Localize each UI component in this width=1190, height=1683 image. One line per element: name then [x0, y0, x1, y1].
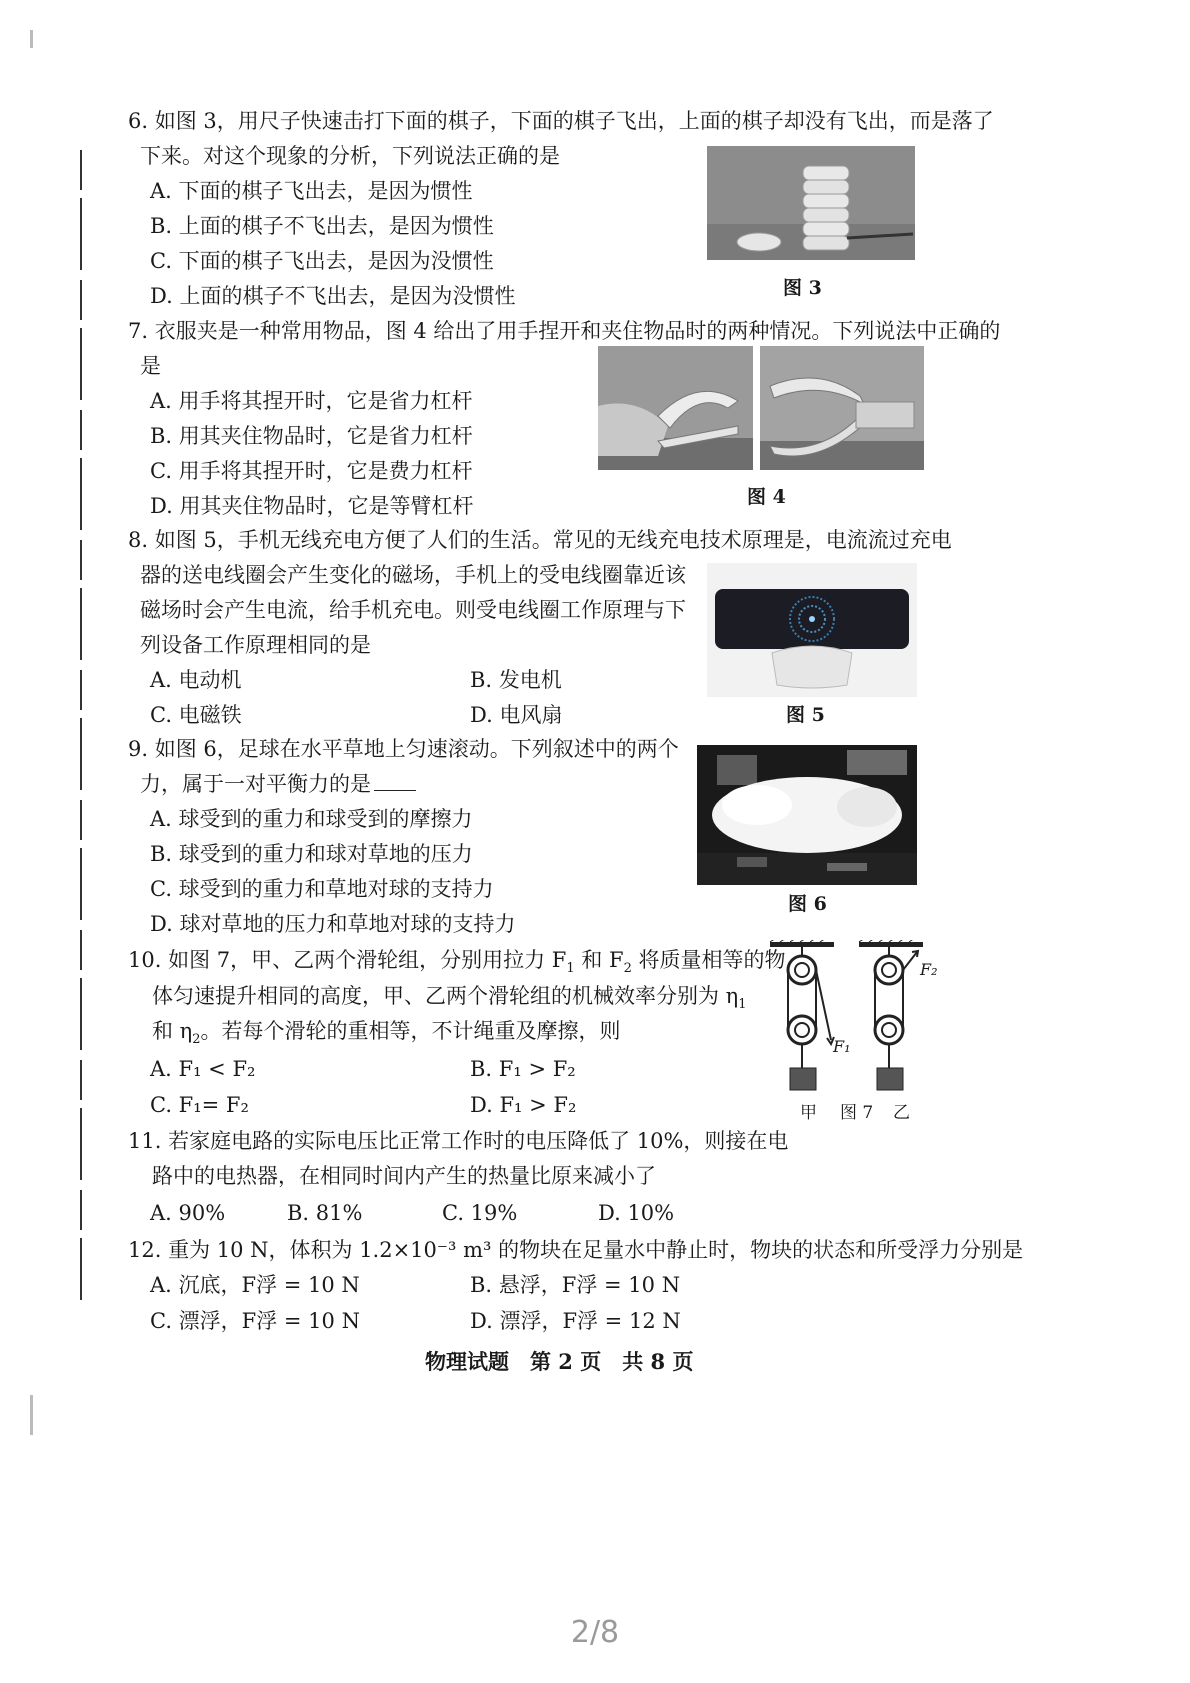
q6-option-c: C. 下面的棋子飞出去，是因为没惯性: [150, 249, 494, 273]
figure-7-f2-label: F₂: [920, 960, 938, 979]
q8-stem-line-3: 磁场时会产生电流，给手机充电。则受电线圈工作原理与下: [140, 598, 686, 622]
figure-4-clip-holding-object-photo: [760, 346, 924, 470]
q11-option-d: D. 10%: [598, 1201, 675, 1225]
q10-stem-line-3: [152, 1017, 621, 1054]
q9-stem-line-2: [140, 770, 416, 798]
q7-option-c: C. 用手将其捏开时，它是费力杠杆: [150, 459, 473, 483]
q10-subscript-2: 2: [623, 961, 632, 977]
figure-6-football-on-grass-photo: [697, 745, 917, 885]
q10-stem-text-c: 将质量相等的物: [638, 948, 786, 972]
q11-stem-line-2: 路中的电热器，在相同时间内产生的热量比原来减小了: [152, 1164, 656, 1188]
q8-option-c: C. 电磁铁: [150, 703, 242, 727]
q11-option-b: B. 81%: [287, 1201, 363, 1225]
page-indicator: 2/8: [570, 1615, 620, 1650]
q7-option-d: D. 用其夹住物品时，它是等臂杠杆: [150, 494, 474, 518]
scan-edge-mark: [30, 30, 33, 48]
binding-margin-line: [80, 150, 82, 1300]
q12-option-a: A. 沉底，F浮 = 10 N: [150, 1273, 360, 1297]
figure-7-pulley-systems-diagram: [765, 940, 935, 1100]
page-footer: 物理试题 第 2 页 共 8 页: [425, 1349, 694, 1374]
figure-5-wireless-charging-photo: [707, 563, 917, 697]
q10-stem-text-2: 体匀速提升相同的高度，甲、乙两个滑轮组的机械效率分别为 η: [152, 984, 739, 1008]
q10-stem-line-2: [152, 982, 747, 1019]
q9-option-d: D. 球对草地的压力和草地对球的支持力: [150, 912, 516, 936]
q9-option-b: B. 球受到的重力和球对草地的压力: [150, 842, 473, 866]
q12-stem: 12. 重为 10 N，体积为 1.2×10⁻³ m³ 的物块在足量水中静止时，物块的状态和所受浮力分别是: [128, 1238, 1024, 1262]
q10-eta-subscript-2: 2: [192, 1032, 201, 1048]
q6-option-b: B. 上面的棋子不飞出去，是因为惯性: [150, 214, 494, 238]
q8-stem-line-1: 8. 如图 5，手机无线充电方便了人们的生活。常见的无线充电技术原理是，电流流过充电: [128, 528, 952, 552]
q11-stem-line-1: 11. 若家庭电路的实际电压比正常工作时的电压降低了 10%，则接在电: [128, 1129, 789, 1153]
q8-option-d: D. 电风扇: [470, 703, 563, 727]
q9-answer-blank: [374, 772, 416, 791]
q7-option-b: B. 用其夹住物品时，它是省力杠杆: [150, 424, 473, 448]
q9-option-a: A. 球受到的重力和球受到的摩擦力: [150, 807, 473, 831]
q8-stem-line-2: 器的送电线圈会产生变化的磁场，手机上的受电线圈靠近该: [140, 563, 686, 587]
q8-option-a: A. 电动机: [150, 668, 242, 692]
figure-3-checkers-photo: [707, 146, 915, 260]
scan-edge-mark: [30, 1395, 33, 1435]
q6-stem-line-1: 6. 如图 3，用尺子快速击打下面的棋子，下面的棋子飞出，上面的棋子却没有飞出，而是落了: [128, 109, 994, 133]
q12-option-d: D. 漂浮，F浮 = 12 N: [470, 1309, 681, 1333]
figure-4-hand-opening-clip-photo: [598, 346, 753, 470]
figure-6-caption: 图 6: [788, 893, 827, 915]
figure-3-caption: 图 3: [783, 277, 822, 299]
q8-stem-line-4: 列设备工作原理相同的是: [140, 633, 371, 657]
pulley-system-yi: [859, 940, 923, 1090]
q7-stem-line-2: 是: [140, 354, 161, 378]
q12-option-b: B. 悬浮，F浮 = 10 N: [470, 1273, 681, 1297]
q10-stem-text-b: 和 F: [581, 948, 624, 972]
q12-option-c: C. 漂浮，F浮 = 10 N: [150, 1309, 360, 1333]
q10-stem-text-a: 10. 如图 7，甲、乙两个滑轮组，分别用拉力 F: [128, 948, 567, 972]
q10-eta-subscript-1: 1: [738, 997, 747, 1013]
q10-option-d: D. F₁ > F₂: [470, 1093, 577, 1117]
q10-stem-text-3b: 。若每个滑轮的重相等，不计绳重及摩擦，则: [200, 1019, 621, 1043]
q11-option-c: C. 19%: [442, 1201, 518, 1225]
q10-option-b: B. F₁ > F₂: [470, 1057, 576, 1081]
q10-subscript-1: 1: [566, 961, 575, 977]
q9-option-c: C. 球受到的重力和草地对球的支持力: [150, 877, 494, 901]
q11-option-a: A. 90%: [150, 1201, 226, 1225]
q9-stem-line-1: 9. 如图 6，足球在水平草地上匀速滚动。下列叙述中的两个: [128, 737, 679, 761]
q6-stem-line-2: 下来。对这个现象的分析，下列说法正确的是: [140, 144, 560, 168]
q10-option-a: A. F₁ < F₂: [150, 1057, 256, 1081]
q9-stem-text: 力，属于一对平衡力的是: [140, 772, 371, 796]
figure-7-f1-label: F₁: [833, 1037, 851, 1056]
q8-option-b: B. 发电机: [470, 668, 562, 692]
pulley-system-jia: [770, 940, 834, 1090]
figure-7-yi-label: 乙: [893, 1103, 910, 1123]
q10-option-c: C. F₁= F₂: [150, 1093, 249, 1117]
q7-option-a: A. 用手将其捏开时，它是省力杠杆: [150, 389, 473, 413]
figure-7-jia-label: 甲: [800, 1103, 817, 1123]
figure-7-caption: 图 7: [840, 1103, 874, 1123]
q7-stem-line-1: 7. 衣服夹是一种常用物品，图 4 给出了用手捏开和夹住物品时的两种情况。下列说法中正确的: [128, 319, 1001, 343]
figure-4-caption: 图 4: [747, 486, 786, 508]
figure-5-caption: 图 5: [786, 704, 825, 726]
q10-stem-text-3a: 和 η: [152, 1019, 193, 1043]
q10-stem-line-1: [128, 946, 786, 983]
q6-option-d: D. 上面的棋子不飞出去，是因为没惯性: [150, 284, 516, 308]
q6-option-a: A. 下面的棋子飞出去，是因为惯性: [150, 179, 473, 203]
